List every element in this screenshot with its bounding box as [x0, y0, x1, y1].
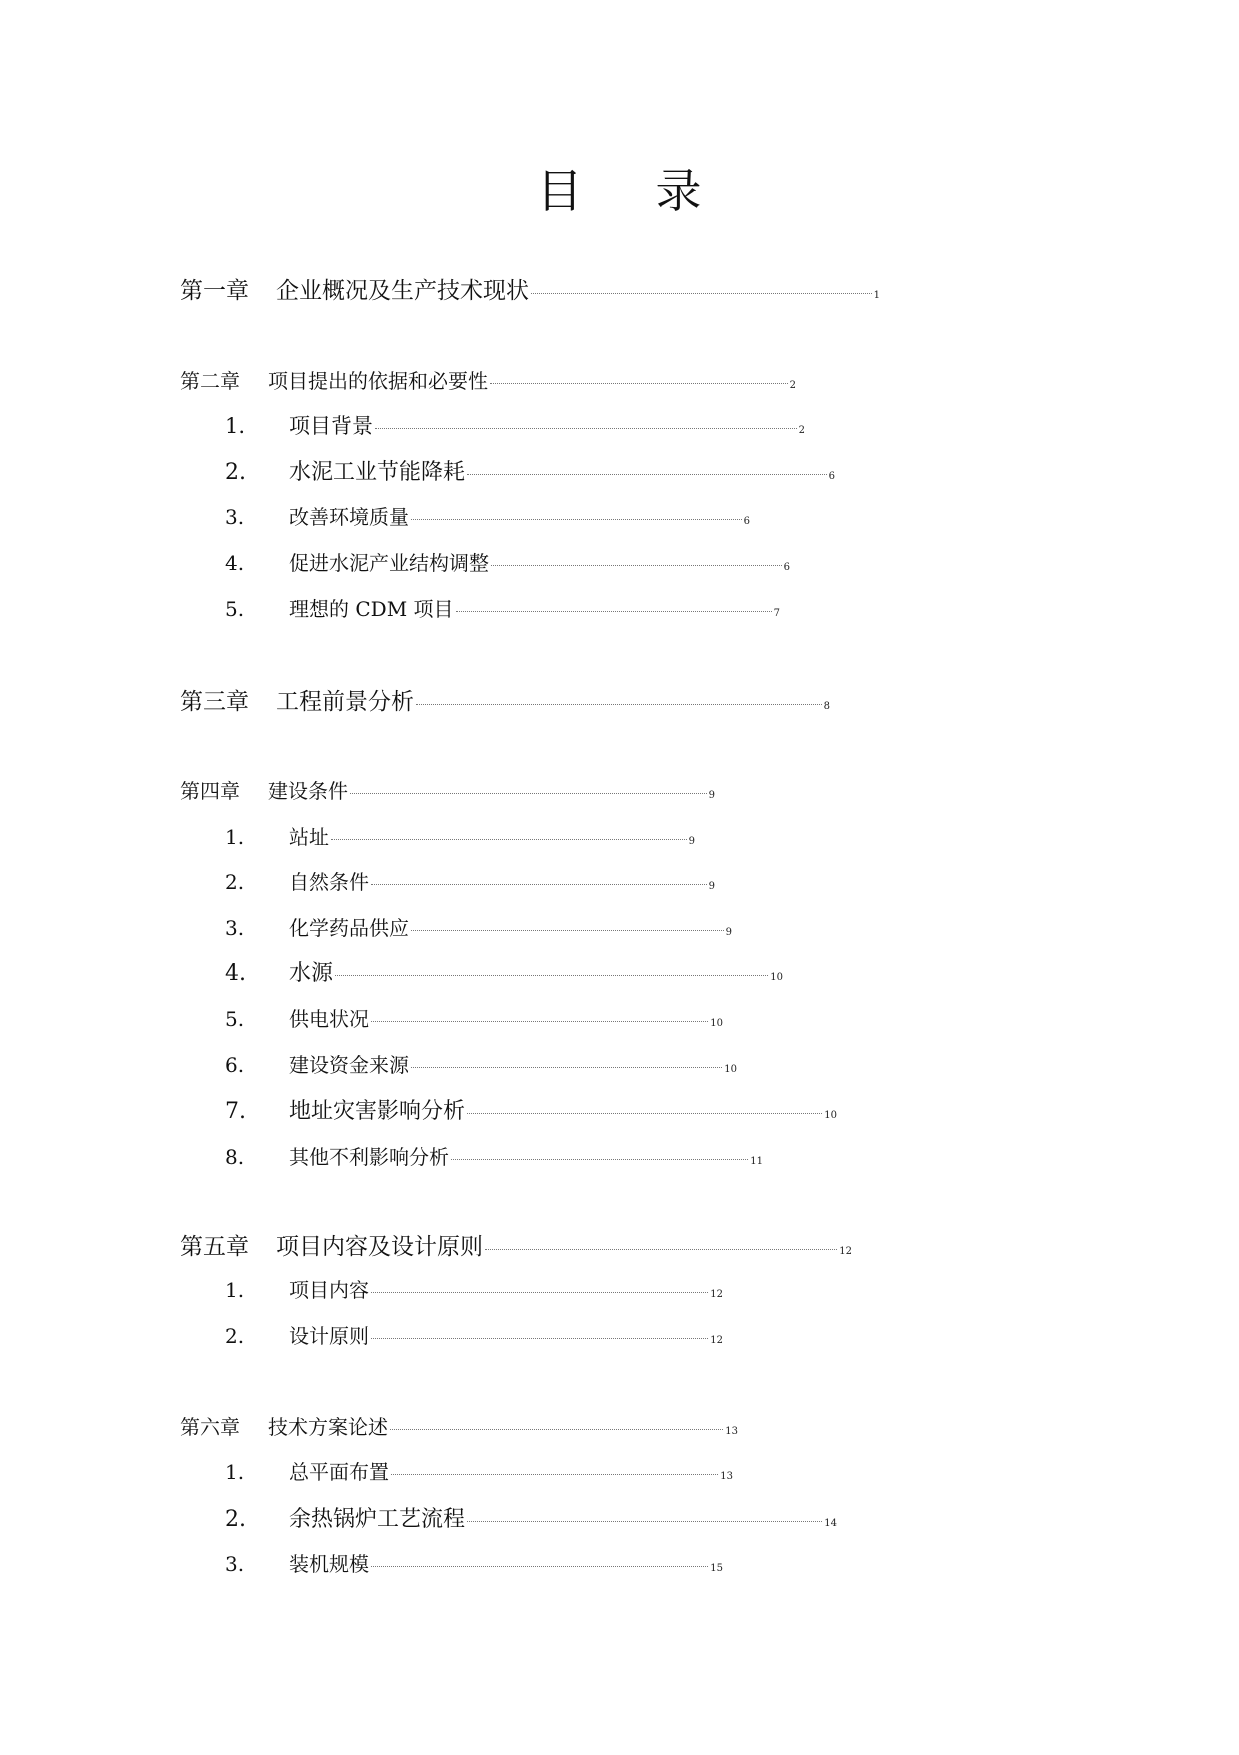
entry-title: 项目内容及设计原则 — [276, 1234, 483, 1260]
dot-leader — [411, 519, 742, 520]
page-number: 15 — [710, 1563, 723, 1574]
toc-entry-chapter-5[interactable] — [180, 1228, 852, 1261]
dot-leader — [467, 1521, 822, 1522]
title-char-2: 录 — [655, 164, 703, 218]
dot-leader — [371, 1021, 708, 1022]
dot-leader — [485, 1249, 837, 1250]
entry-title: 水泥工业节能降耗 — [289, 460, 466, 485]
toc-entry-section[interactable] — [225, 912, 732, 941]
page-number: 9 — [708, 790, 715, 801]
chapter-label: 第三章 — [180, 689, 249, 715]
page-number: 7 — [773, 608, 780, 619]
toc-entry-chapter-6[interactable] — [180, 1411, 738, 1440]
entry-title: 项目背景 — [289, 414, 373, 438]
entry-title: 余热锅炉工艺流程 — [289, 1507, 466, 1532]
page-number: 14 — [824, 1518, 837, 1529]
page-number: 6 — [743, 516, 750, 527]
toc-entry-section[interactable] — [225, 1049, 737, 1078]
dot-leader — [411, 930, 724, 931]
entry-title: 项目提出的依据和必要性 — [268, 369, 488, 393]
page-number: 10 — [710, 1018, 723, 1029]
page-number: 6 — [783, 562, 790, 573]
entry-title: 理想的 CDM 项目 — [289, 597, 454, 621]
toc-entry-section[interactable] — [225, 593, 780, 622]
title-char-1: 目 — [536, 164, 584, 218]
page-number: 12 — [710, 1289, 723, 1300]
dot-leader — [390, 1429, 723, 1430]
dot-leader — [416, 704, 822, 705]
section-number: 1. — [225, 1460, 245, 1484]
page-number: 11 — [750, 1156, 763, 1167]
entry-title: 建设条件 — [268, 779, 348, 803]
chapter-label: 第五章 — [180, 1234, 249, 1260]
section-number: 7. — [225, 1099, 246, 1124]
toc-entry-section[interactable] — [225, 1141, 763, 1170]
page-number: 6 — [828, 471, 835, 482]
section-number: 2. — [225, 870, 245, 894]
dot-leader — [371, 884, 707, 885]
toc-entry-chapter-4[interactable] — [180, 775, 715, 804]
toc-entry-section[interactable] — [225, 1320, 723, 1349]
section-number: 1. — [225, 1278, 245, 1302]
dot-leader — [371, 1338, 708, 1339]
dot-leader — [531, 293, 872, 294]
dot-leader — [375, 428, 797, 429]
dot-leader — [331, 839, 687, 840]
section-number: 4. — [225, 551, 245, 575]
dot-leader — [411, 1067, 722, 1068]
section-number: 4. — [225, 961, 246, 986]
entry-title: 工程前景分析 — [276, 689, 414, 715]
toc-entry-section[interactable] — [225, 455, 835, 486]
section-number: 2. — [225, 460, 246, 485]
entry-title: 供电状况 — [289, 1007, 369, 1031]
page-number: 13 — [725, 1426, 738, 1437]
entry-title: 建设资金来源 — [289, 1053, 409, 1077]
toc-entry-section[interactable] — [225, 1548, 723, 1577]
dot-leader — [371, 1566, 708, 1567]
chapter-label: 第六章 — [180, 1415, 240, 1439]
toc-entry-section[interactable] — [225, 1456, 733, 1485]
chapter-label: 第二章 — [180, 369, 240, 393]
entry-title: 自然条件 — [289, 870, 369, 894]
entry-title: 设计原则 — [289, 1324, 369, 1348]
page-number: 9 — [708, 881, 715, 892]
toc-entry-chapter-3[interactable] — [180, 683, 830, 716]
chapter-label: 第四章 — [180, 779, 240, 803]
entry-title: 企业概况及生产技术现状 — [276, 278, 529, 304]
toc-entry-section[interactable] — [225, 1094, 837, 1125]
section-number: 1. — [225, 414, 246, 438]
section-number: 6. — [225, 1053, 245, 1077]
section-number: 5. — [225, 1007, 245, 1031]
page-number: 2 — [798, 425, 805, 436]
entry-title: 总平面布置 — [289, 1460, 389, 1484]
entry-title: 水源 — [289, 961, 334, 986]
dot-leader — [391, 1474, 718, 1475]
toc-entry-chapter-2[interactable] — [180, 365, 796, 394]
section-number: 3. — [225, 505, 245, 529]
entry-title: 其他不利影响分析 — [289, 1145, 449, 1169]
toc-entry-chapter-1[interactable] — [180, 272, 880, 305]
page-number: 12 — [710, 1335, 723, 1346]
entry-title: 技术方案论述 — [268, 1415, 388, 1439]
entry-title: 促进水泥产业结构调整 — [289, 551, 489, 575]
entry-title: 地址灾害影响分析 — [289, 1099, 466, 1124]
entry-title: 装机规模 — [289, 1552, 369, 1576]
section-number: 3. — [225, 1552, 245, 1576]
entry-title: 项目内容 — [289, 1278, 369, 1302]
toc-entry-section[interactable] — [225, 1274, 723, 1303]
page-number: 8 — [823, 701, 830, 712]
page-number: 13 — [720, 1471, 733, 1482]
toc-entry-section[interactable] — [225, 410, 805, 440]
page-number: 10 — [824, 1110, 837, 1121]
toc-entry-section[interactable] — [225, 1003, 723, 1032]
dot-leader — [490, 383, 788, 384]
dot-leader — [491, 565, 782, 566]
page-number: 12 — [839, 1246, 852, 1257]
section-number: 2. — [225, 1507, 246, 1532]
dot-leader — [456, 611, 772, 612]
page-number: 9 — [688, 836, 695, 847]
section-number: 2. — [225, 1324, 245, 1348]
dot-leader — [350, 793, 707, 794]
section-number: 5. — [225, 597, 245, 621]
toc-entry-section[interactable] — [225, 501, 750, 530]
page-number: 2 — [789, 380, 796, 391]
dot-leader — [451, 1159, 748, 1160]
section-number: 8. — [225, 1145, 245, 1169]
page-number: 1 — [873, 290, 880, 301]
section-number: 3. — [225, 916, 245, 940]
toc-entry-section[interactable] — [225, 956, 783, 987]
page-number: 9 — [725, 927, 732, 938]
entry-title: 站址 — [289, 825, 329, 849]
dot-leader — [467, 474, 827, 475]
section-number: 1. — [225, 825, 245, 849]
entry-title: 化学药品供应 — [289, 916, 409, 940]
page-number: 10 — [770, 972, 783, 983]
dot-leader — [335, 975, 768, 976]
chapter-label: 第一章 — [180, 278, 249, 304]
toc-entry-section[interactable] — [225, 547, 790, 576]
entry-title: 改善环境质量 — [289, 505, 409, 529]
dot-leader — [467, 1113, 822, 1114]
toc-entry-section[interactable] — [225, 1502, 837, 1533]
toc-entry-section[interactable] — [225, 821, 695, 850]
dot-leader — [371, 1292, 708, 1293]
toc-entry-section[interactable] — [225, 866, 715, 895]
page-number: 10 — [724, 1064, 737, 1075]
